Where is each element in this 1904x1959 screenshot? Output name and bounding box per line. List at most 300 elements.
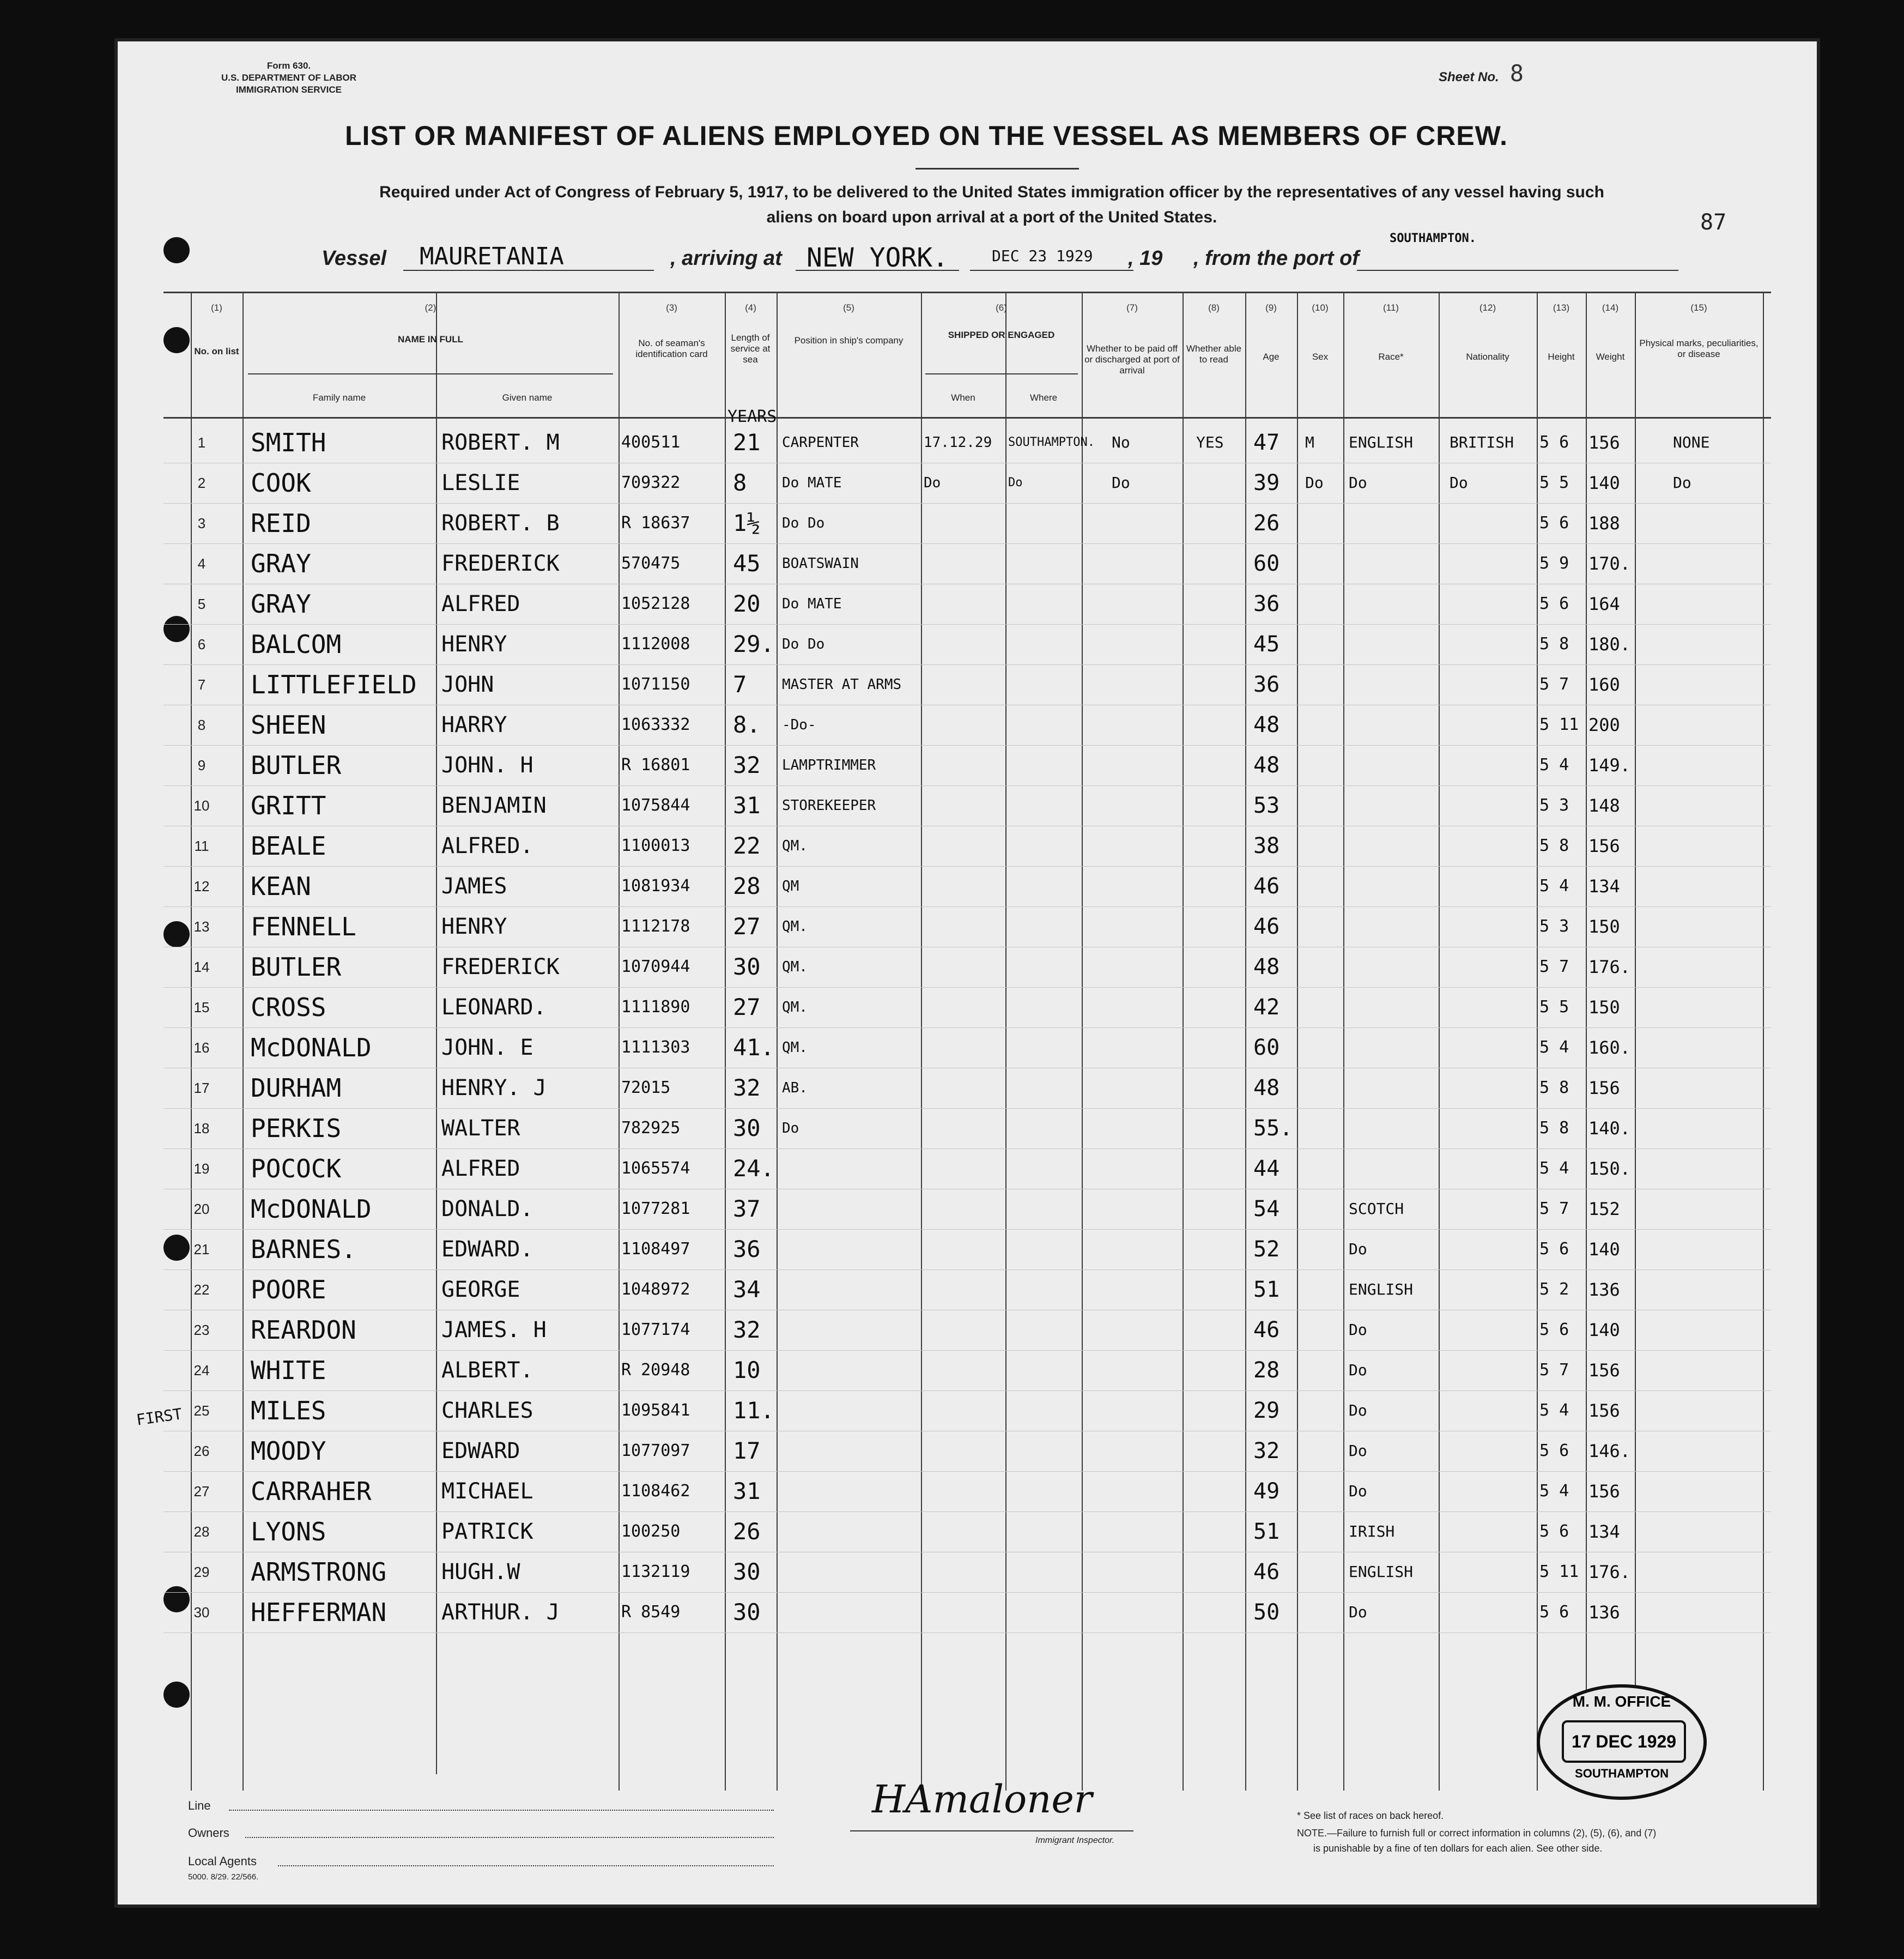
cell-height: 5 8 [1539, 634, 1569, 654]
col-header-position: Position in ship's company [794, 335, 904, 346]
sheet-label: Sheet No. [1439, 70, 1499, 84]
cell-height: 5 5 [1539, 997, 1569, 1017]
table-row [163, 1189, 1771, 1230]
cell-age: 60 [1253, 1035, 1280, 1060]
cell-nationality: Do [1450, 474, 1468, 492]
cell-card: 1095841 [621, 1401, 690, 1420]
cell-card: 570475 [621, 554, 681, 573]
cell-given: ALFRED. [441, 833, 533, 858]
cell-given: ALFRED [441, 1156, 520, 1181]
col-2-number: (2) [425, 303, 436, 313]
cell-family: BUTLER [251, 952, 342, 982]
col-3-number: (3) [666, 303, 677, 313]
cell-height: 5 6 [1539, 513, 1569, 533]
cell-weight: 164 [1588, 594, 1620, 614]
cell-family: CARRAHER [251, 1477, 372, 1506]
cell-service: 10 [733, 1357, 761, 1383]
cell-card: 1112178 [621, 917, 690, 936]
form-number: Form 630. [266, 61, 311, 71]
cell-service: 34 [733, 1276, 761, 1303]
row-number: 4 [197, 555, 206, 572]
cell-given: EDWARD [441, 1438, 520, 1464]
cell-service: 24. [733, 1155, 774, 1182]
cell-weight: 200 [1588, 715, 1620, 735]
col-7-number: (7) [1126, 303, 1138, 313]
cell-paid: No [1112, 433, 1130, 451]
col-10-number: (10) [1312, 303, 1329, 313]
cell-given: JAMES [441, 874, 507, 899]
cell-age: 36 [1253, 591, 1280, 616]
cell-height: 5 6 [1539, 1522, 1569, 1541]
cell-family: REID [251, 509, 311, 538]
cell-position: LAMPTRIMMER [782, 757, 876, 773]
cell-weight: 150 [1588, 916, 1620, 937]
cell-age: 53 [1253, 793, 1280, 818]
table-row [163, 422, 1771, 463]
table-row [163, 1471, 1771, 1512]
vessel-line [322, 232, 1684, 275]
cell-age: 28 [1253, 1358, 1280, 1383]
cell-given: LESLIE [441, 470, 520, 495]
cell-position: Do [782, 1120, 799, 1136]
row-number: 2 [197, 475, 206, 491]
footer-note-1: NOTE.—Failure to furnish full or correct information in columns (2), (5), (6), and (7) [1297, 1828, 1657, 1839]
form-header [191, 60, 387, 96]
cell-weight: 176. [1588, 1562, 1631, 1582]
cell-race: Do [1349, 1401, 1367, 1419]
cell-height: 5 7 [1539, 1361, 1569, 1380]
cell-height: 5 8 [1539, 836, 1569, 855]
cell-position: Do Do [782, 515, 825, 531]
sheet-number [1439, 60, 1524, 87]
cell-given: HARRY [441, 712, 507, 737]
cell-service: 32 [733, 1316, 761, 1343]
cell-card: 1081934 [621, 876, 690, 896]
row-number: 24 [193, 1362, 210, 1378]
cell-age: 46 [1253, 914, 1280, 939]
cell-service: 20 [733, 590, 761, 617]
col-header-height: Height [1548, 352, 1575, 362]
cell-marks: NONE [1673, 433, 1710, 451]
cell-position: Do MATE [782, 596, 842, 612]
cell-service: 36 [733, 1236, 761, 1262]
table-row [163, 463, 1771, 504]
cell-service: 30 [733, 1558, 761, 1585]
col-header-nationality: Nationality [1466, 352, 1509, 362]
cell-height: 5 7 [1539, 957, 1569, 976]
cell-service: 37 [733, 1195, 761, 1222]
cell-card: R 16801 [621, 755, 690, 775]
row-number: 9 [197, 757, 206, 773]
cell-given: ARTHUR. J [441, 1600, 560, 1625]
cell-height: 5 8 [1539, 1118, 1569, 1138]
cell-family: HEFFERMAN [251, 1598, 387, 1627]
col-header-read: Whether able to read [1186, 343, 1242, 365]
cell-family: LITTLEFIELD [251, 670, 417, 699]
col-header-where: Where [1029, 392, 1058, 403]
inspector-signature: HAmaloner [872, 1777, 1093, 1822]
cell-service: 32 [733, 1074, 761, 1101]
cell-service: 41. [733, 1034, 774, 1061]
cell-family: ARMSTRONG [251, 1557, 387, 1587]
cell-card: 1063332 [621, 715, 690, 734]
cell-card: 1052128 [621, 594, 690, 613]
cell-family: KEAN [251, 872, 311, 901]
table-row [163, 1148, 1771, 1189]
row-number: 19 [193, 1160, 210, 1177]
cell-service: 27 [733, 913, 761, 940]
cell-card: 1065574 [621, 1159, 690, 1178]
cell-card: 1111303 [621, 1038, 690, 1057]
table-row [163, 584, 1771, 625]
row-number: 17 [193, 1080, 210, 1096]
cell-given: JOHN. E [441, 1035, 533, 1060]
cell-given: ALBERT. [441, 1358, 533, 1383]
col-header-weight: Weight [1596, 352, 1625, 362]
cell-given: HENRY [441, 914, 507, 939]
cell-card: 1100013 [621, 836, 690, 855]
table-row [163, 785, 1771, 826]
cell-height: 5 3 [1539, 917, 1569, 936]
col-8-number: (8) [1208, 303, 1220, 313]
from-label: , from the port of [1193, 247, 1359, 270]
cell-weight: 152 [1588, 1199, 1620, 1219]
cell-height: 5 4 [1539, 1482, 1569, 1501]
cell-position: QM. [782, 1039, 808, 1056]
cell-age: 55. [1253, 1116, 1293, 1141]
cell-position: AB. [782, 1080, 808, 1096]
cell-family: REARDON [251, 1315, 356, 1345]
col-header-paid: Whether to be paid off or discharged at port of arrival [1084, 343, 1180, 376]
cell-given: LEONARD. [441, 995, 547, 1020]
cell-service: 29. [733, 631, 774, 657]
cell-height: 5 6 [1539, 1240, 1569, 1259]
cell-height: 5 6 [1539, 1603, 1569, 1622]
cell-card: 1112008 [621, 634, 690, 654]
table-row [163, 1390, 1771, 1431]
cell-age: 46 [1253, 1317, 1280, 1343]
cell-family: LYONS [251, 1517, 326, 1546]
cell-age: 38 [1253, 833, 1280, 858]
cell-height: 5 4 [1539, 876, 1569, 896]
cell-given: DONALD. [441, 1196, 533, 1222]
cell-race: ENGLISH [1349, 1280, 1414, 1298]
cell-race: IRISH [1349, 1522, 1395, 1540]
cell-given: MICHAEL [441, 1479, 533, 1504]
table-row [163, 705, 1771, 746]
vessel-label: Vessel [322, 247, 387, 270]
subtitle-line-2: aliens on board upon arrival at a port of the United States. [766, 208, 1217, 226]
table-row [163, 947, 1771, 988]
table-row [163, 1027, 1771, 1068]
cell-height: 5 11 [1539, 715, 1579, 734]
cell-card: R 20948 [621, 1361, 690, 1380]
cell-where: Do [1008, 476, 1023, 489]
cell-service: 30 [733, 1599, 761, 1625]
col-9-number: (9) [1265, 303, 1277, 313]
cell-card: 1108497 [621, 1240, 690, 1259]
cell-weight: 180. [1588, 634, 1631, 655]
cell-given: ROBERT. M [441, 430, 560, 455]
cell-service: 22 [733, 832, 761, 859]
table-row [163, 664, 1771, 705]
cell-card: 1048972 [621, 1280, 690, 1299]
cell-race: Do [1349, 474, 1367, 492]
cell-weight: 156 [1588, 836, 1620, 856]
table-row [163, 1552, 1771, 1593]
cell-paid: Do [1112, 474, 1130, 492]
cell-height: 5 6 [1539, 433, 1569, 452]
page-title: LIST OR MANIFEST OF ALIENS EMPLOYED ON THE VESSEL AS MEMBERS OF CREW. [345, 120, 1508, 151]
cell-race: Do [1349, 1240, 1367, 1258]
cell-card: 1132119 [621, 1562, 690, 1581]
cell-weight: 176. [1588, 957, 1631, 977]
cell-family: MILES [251, 1396, 326, 1425]
cell-age: 51 [1253, 1277, 1280, 1302]
from-value: SOUTHAMPTON. [1390, 232, 1476, 245]
cell-family: McDONALD [251, 1033, 372, 1062]
cell-family: MOODY [251, 1436, 326, 1466]
cell-position: BOATSWAIN [782, 555, 859, 572]
cell-weight: 160 [1588, 674, 1620, 695]
row-number: 30 [193, 1604, 210, 1621]
cell-service: 30 [733, 1115, 761, 1141]
cell-height: 5 9 [1539, 554, 1569, 573]
title-rule [915, 168, 1079, 170]
row-number: 29 [193, 1564, 210, 1580]
cell-height: 5 4 [1539, 1401, 1569, 1420]
cell-card: 72015 [621, 1078, 671, 1097]
cell-card: 1071150 [621, 675, 690, 694]
stamp-date: 17 DEC 1929 [1562, 1720, 1686, 1763]
cell-age: 49 [1253, 1479, 1280, 1504]
col-12-number: (12) [1479, 303, 1496, 313]
cell-race: ENGLISH [1349, 433, 1414, 451]
cell-family: GRAY [251, 589, 311, 619]
col-11-number: (11) [1383, 303, 1399, 313]
subtitle-line-1: Required under Act of Congress of February 5, 1917, to be delivered to the United States immigration officer by the representatives of any vessel having such [379, 183, 1604, 201]
cell-age: 48 [1253, 712, 1280, 737]
row-number: 7 [197, 676, 206, 693]
subtitle [311, 180, 1673, 230]
cell-service: 8. [733, 711, 761, 738]
row-number: 12 [193, 878, 210, 894]
cell-position: QM. [782, 838, 808, 854]
row-number: 26 [193, 1443, 210, 1459]
cell-race: SCOTCH [1349, 1200, 1404, 1218]
cell-weight: 140 [1588, 1239, 1620, 1260]
cell-family: FENNELL [251, 912, 356, 941]
cell-read: YES [1196, 433, 1224, 451]
cell-age: 51 [1253, 1519, 1280, 1544]
crew-table [163, 292, 1771, 1791]
cell-weight: 188 [1588, 513, 1620, 534]
table-row [163, 1592, 1771, 1633]
arriving-value: NEW YORK. [807, 243, 949, 273]
cell-weight: 156 [1588, 432, 1620, 453]
inspector-label: Immigrant Inspector. [1035, 1836, 1115, 1845]
cell-position: STOREKEEPER [782, 797, 876, 814]
table-row [163, 1269, 1771, 1310]
col-14-number: (14) [1602, 303, 1619, 313]
cell-weight: 156 [1588, 1360, 1620, 1381]
row-number: 21 [193, 1241, 210, 1257]
table-row [163, 866, 1771, 907]
cell-card: 1077174 [621, 1320, 690, 1339]
row-number: 15 [193, 999, 210, 1015]
arriving-label: , arriving at [670, 247, 782, 270]
cell-where: SOUTHAMPTON. [1008, 436, 1095, 449]
col-header-sex: Sex [1312, 352, 1329, 362]
row-number: 25 [193, 1402, 210, 1419]
table-row [163, 987, 1771, 1028]
owners-label: Owners [188, 1826, 229, 1840]
table-row [163, 826, 1771, 867]
cell-height: 5 7 [1539, 1199, 1569, 1218]
col-header-race: Race* [1378, 352, 1404, 362]
cell-weight: 150. [1588, 1158, 1631, 1179]
col-header-marks: Physical marks, peculiarities, or disease [1639, 338, 1759, 359]
cell-family: GRAY [251, 549, 311, 578]
cell-weight: 136 [1588, 1602, 1620, 1623]
footer-note-2: is punishable by a fine of ten dollars for each alien. See other side. [1313, 1843, 1603, 1854]
cell-age: 39 [1253, 470, 1280, 495]
years-note: YEARS [727, 407, 777, 426]
cell-card: 1111890 [621, 997, 690, 1017]
cell-height: 5 4 [1539, 1159, 1569, 1178]
cell-card: R 18637 [621, 513, 690, 533]
cell-weight: 160. [1588, 1037, 1631, 1058]
cell-card: 1108462 [621, 1482, 690, 1501]
cell-age: 47 [1253, 430, 1280, 455]
cell-height: 5 4 [1539, 755, 1569, 775]
cell-card: 100250 [621, 1522, 681, 1541]
office-stamp [1537, 1684, 1707, 1800]
cell-age: 46 [1253, 874, 1280, 899]
punch-hole [163, 237, 190, 263]
cell-given: EDWARD. [441, 1237, 533, 1262]
cell-age: 36 [1253, 672, 1280, 697]
cell-family: BEALE [251, 831, 326, 861]
cell-service: 8 [733, 469, 747, 496]
cell-weight: 146. [1588, 1441, 1631, 1461]
stamp-top: M. M. OFFICE [1572, 1693, 1671, 1710]
col-4-number: (4) [745, 303, 756, 313]
table-row [163, 1350, 1771, 1391]
row-number: 1 [197, 434, 206, 451]
cell-given: HENRY [441, 632, 507, 657]
cell-race: Do [1349, 1442, 1367, 1460]
cell-family: POORE [251, 1275, 326, 1304]
margin-note: FIRST [135, 1405, 184, 1429]
stamp-bottom: SOUTHAMPTON [1575, 1767, 1669, 1780]
table-row [163, 1431, 1771, 1472]
cell-weight: 136 [1588, 1279, 1620, 1300]
cell-position: QM [782, 878, 799, 894]
cell-age: 45 [1253, 632, 1280, 657]
cell-family: McDONALD [251, 1194, 372, 1224]
cell-age: 52 [1253, 1237, 1280, 1262]
col-header-card: No. of seaman's identification card [635, 338, 708, 359]
cell-family: GRITT [251, 791, 326, 820]
sheet-value: 8 [1509, 60, 1524, 87]
cell-given: PATRICK [441, 1519, 533, 1544]
cell-service: 7 [733, 671, 747, 698]
table-row [163, 1068, 1771, 1109]
vessel-value: MAURETANIA [420, 243, 564, 270]
cell-height: 5 3 [1539, 796, 1569, 815]
col-13-number: (13) [1553, 303, 1570, 313]
cell-given: JAMES. H [441, 1317, 547, 1343]
cell-age: 48 [1253, 753, 1280, 778]
cell-position: QM. [782, 918, 808, 935]
cell-given: HENRY. J [441, 1075, 547, 1101]
year-label: , 19 [1128, 247, 1163, 270]
table-row [163, 543, 1771, 584]
col-header-service: Length of service at sea [730, 332, 771, 365]
cell-given: ALFRED [441, 591, 520, 616]
cell-height: 5 6 [1539, 1320, 1569, 1339]
cell-position: Do MATE [782, 475, 842, 491]
cell-height: 5 11 [1539, 1562, 1579, 1581]
cell-age: 50 [1253, 1600, 1280, 1625]
cell-family: BUTLER [251, 751, 342, 780]
row-number: 14 [193, 959, 210, 975]
cell-given: FREDERICK [441, 954, 560, 980]
row-number: 3 [197, 515, 206, 531]
row-number: 20 [193, 1201, 210, 1217]
cell-height: 5 7 [1539, 675, 1569, 694]
cell-family: BARNES. [251, 1235, 356, 1264]
table-row [163, 624, 1771, 665]
cell-weight: 156 [1588, 1481, 1620, 1502]
cell-weight: 156 [1588, 1078, 1620, 1098]
cell-position: QM. [782, 959, 808, 975]
cell-marks: Do [1673, 474, 1691, 492]
cell-service: 17 [733, 1437, 761, 1464]
cell-age: 48 [1253, 954, 1280, 980]
local-agents-label: Local Agents [188, 1854, 257, 1868]
cell-weight: 134 [1588, 876, 1620, 897]
col-header-shipped: SHIPPED OR ENGAGED [948, 330, 1055, 340]
cell-service: 32 [733, 752, 761, 778]
cell-family: WHITE [251, 1356, 326, 1385]
cell-age: 60 [1253, 551, 1280, 576]
col-15-number: (15) [1690, 303, 1707, 313]
cell-given: CHARLES [441, 1398, 533, 1423]
row-number: 22 [193, 1281, 210, 1298]
cell-position: Do Do [782, 636, 825, 652]
cell-card: 1077281 [621, 1199, 690, 1218]
cell-weight: 140 [1588, 1320, 1620, 1340]
cell-when: 17.12.29 [924, 434, 992, 451]
cell-service: 28 [733, 873, 761, 899]
row-number: 16 [193, 1039, 210, 1056]
cell-service: 21 [733, 429, 761, 456]
page-number: 87 [1700, 210, 1727, 235]
row-number: 23 [193, 1322, 210, 1338]
cell-height: 5 4 [1539, 1038, 1569, 1057]
cell-weight: 149. [1588, 755, 1631, 776]
col-header-no: No. on list [194, 346, 239, 356]
cell-card: 1077097 [621, 1441, 690, 1460]
table-row [163, 906, 1771, 947]
cell-given: JOHN. H [441, 753, 533, 778]
cell-given: ROBERT. B [441, 511, 560, 536]
cell-card: 400511 [621, 433, 681, 452]
cell-given: JOHN [441, 672, 494, 697]
col-header-family-name: Family name [312, 392, 366, 403]
